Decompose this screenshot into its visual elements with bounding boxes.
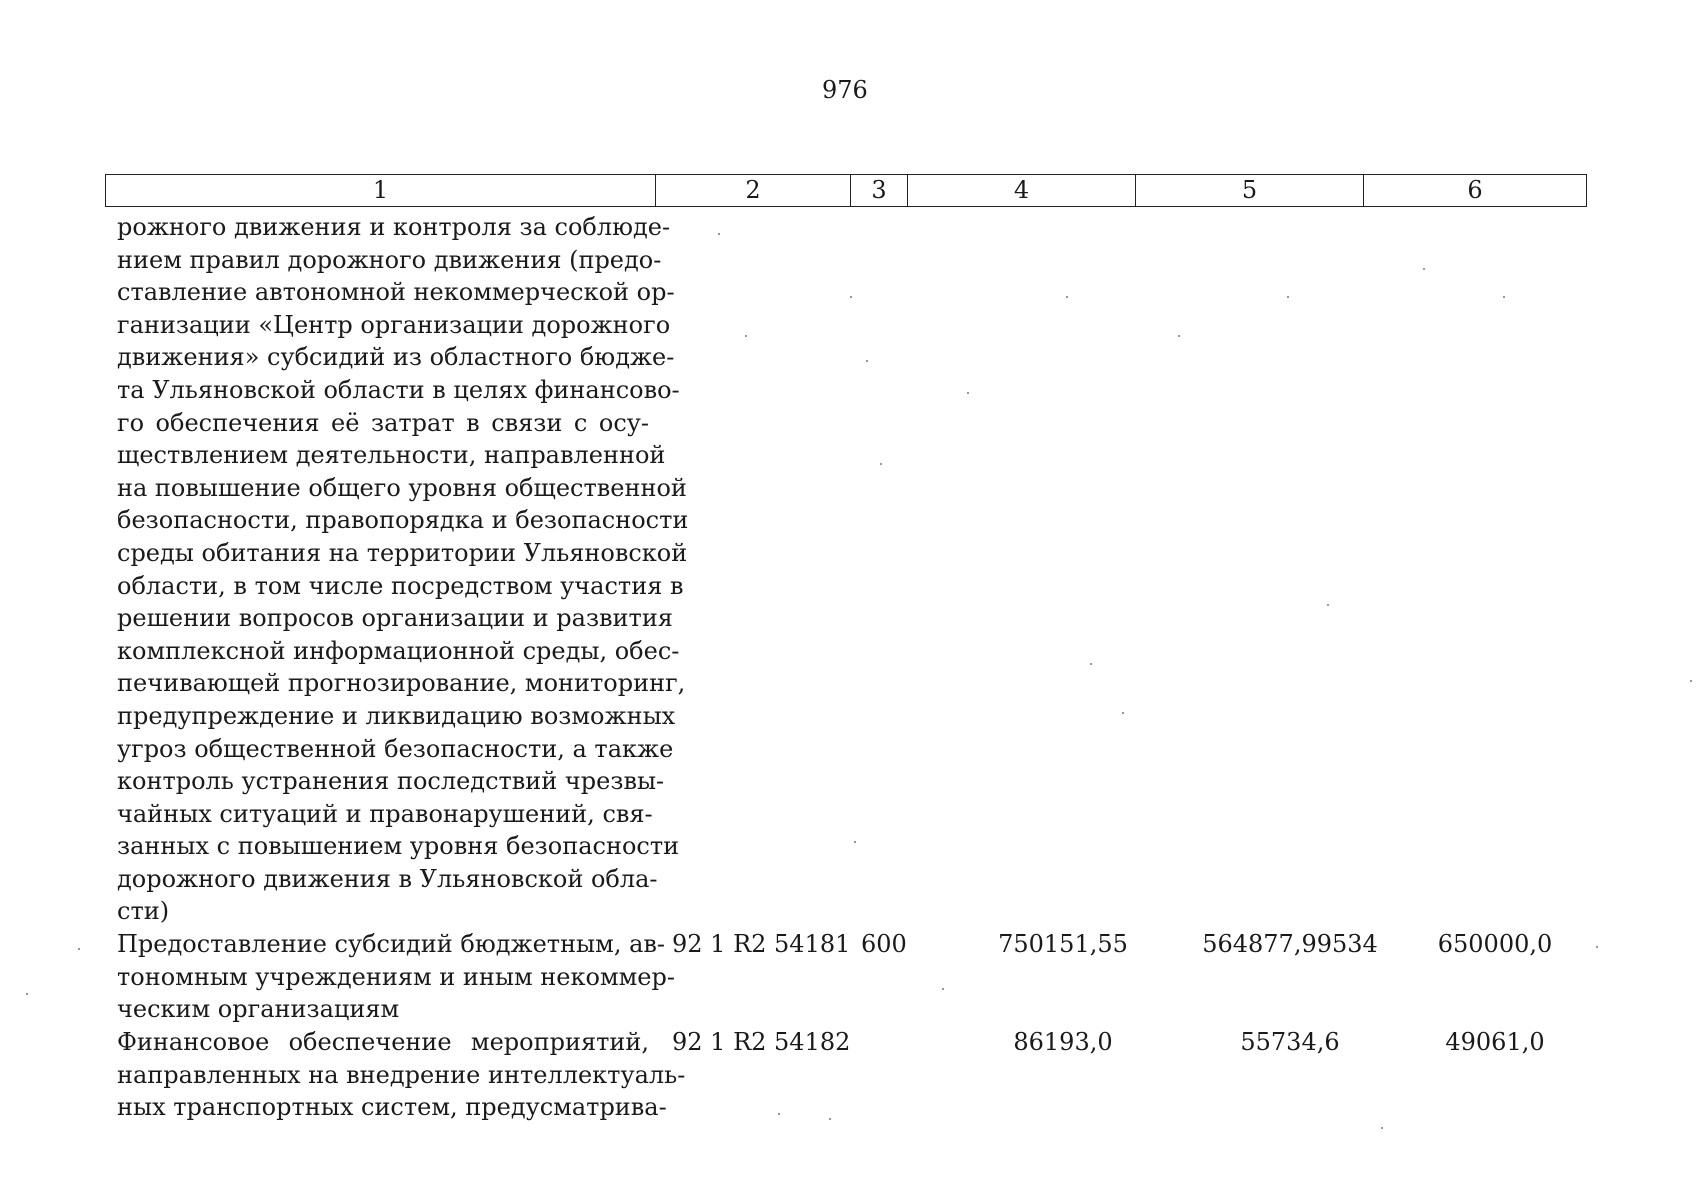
text-line: чайных ситуаций и правонарушений, свя- bbox=[117, 799, 653, 828]
header-col-5: 5 bbox=[1136, 175, 1364, 206]
scan-speck bbox=[1690, 680, 1692, 682]
text-line: тономным учреждениям и иным некоммер- bbox=[117, 962, 675, 991]
text-line: среды обитания на территории Ульяновской bbox=[117, 538, 688, 567]
scan-speck bbox=[78, 948, 80, 950]
header-col-3: 3 bbox=[851, 175, 908, 206]
scan-speck bbox=[854, 841, 856, 843]
text-line: контроль устранения последствий чрезвы- bbox=[117, 767, 665, 796]
scan-speck bbox=[1066, 296, 1068, 298]
text-line: занных с повышением уровня безопасности bbox=[117, 832, 680, 861]
text-line: на повышение общего уровня общественной bbox=[117, 473, 687, 502]
scan-speck bbox=[718, 233, 720, 235]
row-type: 600 bbox=[861, 930, 907, 958]
text-line: ществлением деятельности, направленной bbox=[117, 441, 666, 470]
row-value-5: 55734,6 bbox=[1240, 1028, 1340, 1056]
scan-speck bbox=[967, 392, 969, 394]
text-line: та Ульяновской области в целях финансово- bbox=[117, 375, 680, 404]
row-value-4: 750151,55 bbox=[998, 930, 1128, 958]
text-line: Предоставление субсидий бюджетным, ав- bbox=[117, 930, 666, 958]
text-line: рожного движения и контроля за соблюде- bbox=[117, 213, 671, 241]
scan-speck bbox=[850, 296, 852, 298]
scan-speck bbox=[1503, 296, 1505, 298]
scan-speck bbox=[1178, 335, 1180, 337]
scan-speck bbox=[1327, 604, 1329, 606]
text-line: предупреждение и ликвидацию возможных bbox=[117, 701, 676, 730]
row-description bbox=[117, 928, 675, 1026]
scan-speck bbox=[942, 988, 944, 990]
scan-speck bbox=[1381, 1127, 1383, 1129]
page-number: 976 bbox=[822, 76, 868, 104]
row-code: 92 1 R2 54181 bbox=[672, 930, 851, 958]
row-description bbox=[117, 1026, 686, 1124]
scan-speck bbox=[26, 993, 28, 995]
header-col-6: 6 bbox=[1467, 176, 1483, 204]
text-line: движения» субсидий из областного бюдже- bbox=[117, 343, 675, 372]
text-line: го обеспечения её затрат в связи с осу- bbox=[117, 408, 649, 437]
scan-speck bbox=[1090, 663, 1092, 665]
text-line: ных транспортных систем, предусматрива- bbox=[117, 1093, 667, 1122]
text-line: печивающей прогнозирование, мониторинг, bbox=[117, 669, 686, 698]
table-header bbox=[105, 174, 1587, 207]
text-line: решении вопросов организации и развития bbox=[117, 604, 673, 633]
scan-speck bbox=[1596, 946, 1598, 948]
scan-speck bbox=[1287, 296, 1289, 298]
row-value-6: 650000,0 bbox=[1437, 930, 1553, 958]
header-col-4: 4 bbox=[908, 175, 1136, 206]
row-code: 92 1 R2 54182 bbox=[672, 1028, 851, 1056]
text-line: Финансовое обеспечение мероприятий, bbox=[117, 1028, 649, 1056]
text-line: ставление автономной некоммерческой ор- bbox=[117, 278, 675, 307]
row-value-4: 86193,0 bbox=[1013, 1028, 1113, 1056]
text-line: ческим организациям bbox=[117, 995, 400, 1024]
scan-speck bbox=[1423, 268, 1425, 270]
continuation-description bbox=[117, 211, 689, 928]
header-col-1: 1 bbox=[106, 175, 656, 206]
scan-speck bbox=[829, 1118, 831, 1120]
text-line: области, в том числе посредством участия в bbox=[117, 571, 684, 600]
scan-speck bbox=[1122, 712, 1124, 714]
text-line: безопасности, правопорядка и безопасности bbox=[117, 506, 689, 535]
scan-speck bbox=[778, 1113, 780, 1115]
row-value-6: 49061,0 bbox=[1445, 1028, 1545, 1056]
text-line: нием правил дорожного движения (предо- bbox=[117, 245, 662, 274]
header-col-2: 2 bbox=[656, 175, 851, 206]
row-value-5: 564877,99534 bbox=[1202, 930, 1378, 958]
scan-speck bbox=[745, 335, 747, 337]
text-line: сти) bbox=[117, 897, 170, 926]
text-line: угроз общественной безопасности, а также bbox=[117, 734, 674, 763]
text-line: комплексной информационной среды, обес- bbox=[117, 636, 680, 665]
text-line: направленных на внедрение интеллектуаль- bbox=[117, 1060, 686, 1089]
scan-speck bbox=[880, 463, 882, 465]
text-line: дорожного движения в Ульяновской обла- bbox=[117, 864, 658, 893]
scan-speck bbox=[866, 360, 868, 362]
text-line: ганизации «Центр организации дорожного bbox=[117, 310, 671, 339]
